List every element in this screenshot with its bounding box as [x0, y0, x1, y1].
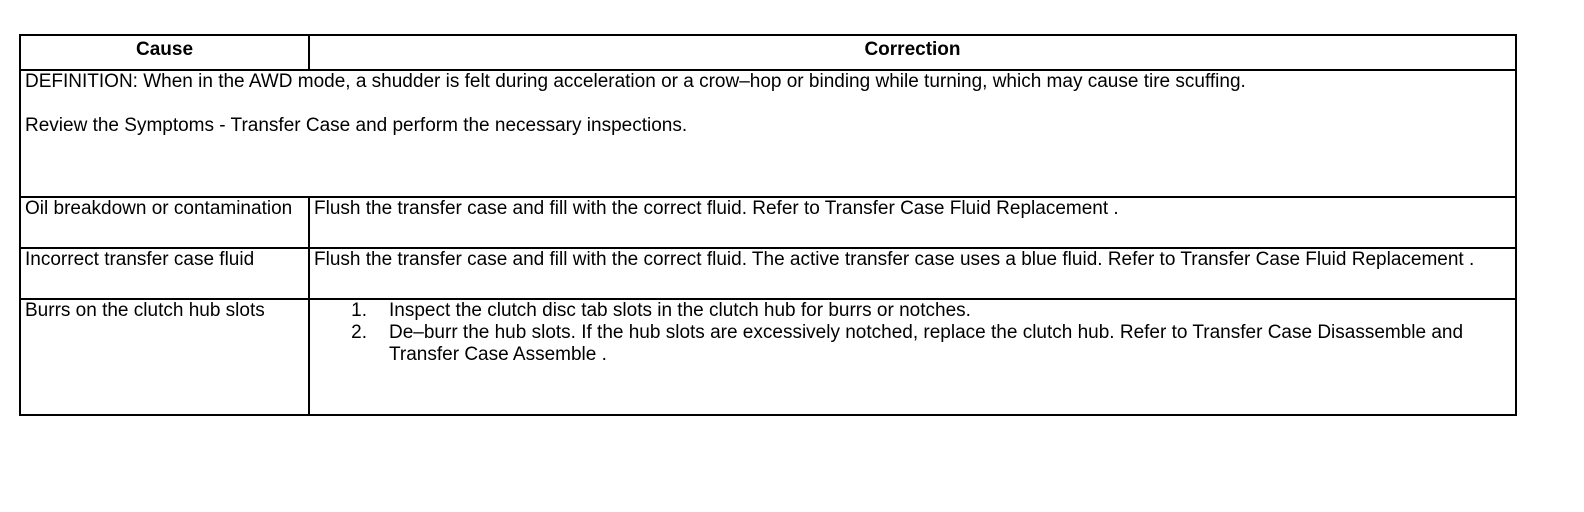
table-row	[20, 299, 1516, 415]
cause-cell: Incorrect transfer case fluid	[20, 248, 309, 299]
definition-row	[20, 70, 1516, 197]
cause-cell: Oil breakdown or contamination	[20, 197, 309, 248]
diagnostic-table	[19, 34, 1517, 416]
correction-steps-list	[314, 300, 1511, 366]
step-text: Inspect the clutch disc tab slots in the clutch hub for burrs or notches.	[389, 300, 971, 321]
table-row	[20, 248, 1516, 299]
list-item	[314, 322, 1511, 366]
table-row	[20, 197, 1516, 248]
correction-cell	[309, 299, 1516, 415]
correction-cell: Flush the transfer case and fill with the correct fluid. Refer to Transfer Case Fluid Replacement .	[309, 197, 1516, 248]
list-item	[314, 300, 1511, 322]
header-row	[20, 35, 1516, 70]
definition-text: DEFINITION: When in the AWD mode, a shudder is felt during acceleration or a crow–hop or binding while turning, which may cause tire scuffing.	[25, 71, 1246, 92]
definition-cell	[20, 70, 1516, 197]
correction-header: Correction	[309, 35, 1516, 70]
review-symptoms-text: Review the Symptoms - Transfer Case and perform the necessary inspections.	[25, 115, 688, 136]
correction-cell: Flush the transfer case and fill with the correct fluid. The active transfer case uses a blue fluid. Refer to Transfer Case Fluid Replacement .	[309, 248, 1516, 299]
cause-header: Cause	[20, 35, 309, 70]
step-number: 2.	[351, 322, 367, 343]
cause-cell: Burrs on the clutch hub slots	[20, 299, 309, 415]
step-text: De–burr the hub slots. If the hub slots are excessively notched, replace the clutch hub. Refer to Transfer Case Disassemble and Transfer Case Assemble .	[389, 322, 1464, 365]
step-number: 1.	[351, 300, 367, 321]
